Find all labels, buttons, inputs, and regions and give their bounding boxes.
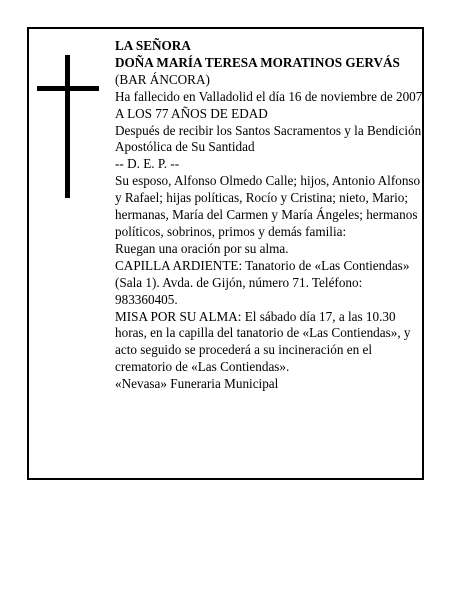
nickname: (BAR ÁNCORA) xyxy=(115,71,210,87)
funeral-home: «Nevasa» Funeraria Municipal xyxy=(115,376,279,392)
family-line: Su esposo, Alfonso Olmedo Calle; hijos, Antonio Alfonso y Rafael; hijas políticas, Rocío y Cristina; nieto, Mario; hermanas, María del Carmen y María Ángeles; hermanos políticos, sobrinos, primos y demás familia: xyxy=(115,173,421,239)
chapel-line: CAPILLA ARDIENTE: Tanatorio de «Las Contiendas» (Sala 1). Avda. de Gijón, número 71. Teléfono: 983360405. xyxy=(115,257,410,307)
deceased-name: DOÑA MARÍA TERESA MORATINOS GERVÁS xyxy=(115,54,400,70)
cross-vertical-bar xyxy=(65,55,70,198)
mass-line: MISA POR SU ALMA: El sábado día 17, a las 10.30 horas, en la capilla del tanatorio de «Las Contiendas», y acto seguido se procederá a su incineración en el crematorio de «Las Contiendas». xyxy=(115,308,411,375)
title-line: LA SEÑORA xyxy=(115,38,191,53)
prayer-request: Ruegan una oración por su alma. xyxy=(115,240,289,256)
cross-horizontal-bar xyxy=(37,86,99,91)
obituary-text xyxy=(115,38,427,393)
death-statement: Ha fallecido en Valladolid el día 16 de noviembre de 2007 xyxy=(115,88,423,104)
age-line: A LOS 77 AÑOS DE EDAD xyxy=(115,105,268,121)
cross-icon xyxy=(37,55,99,198)
rip-line: -- D. E. P. -- xyxy=(115,156,180,172)
sacraments-line: Después de recibir los Santos Sacramentos y la Bendición Apostólica de Su Santidad xyxy=(115,122,422,155)
